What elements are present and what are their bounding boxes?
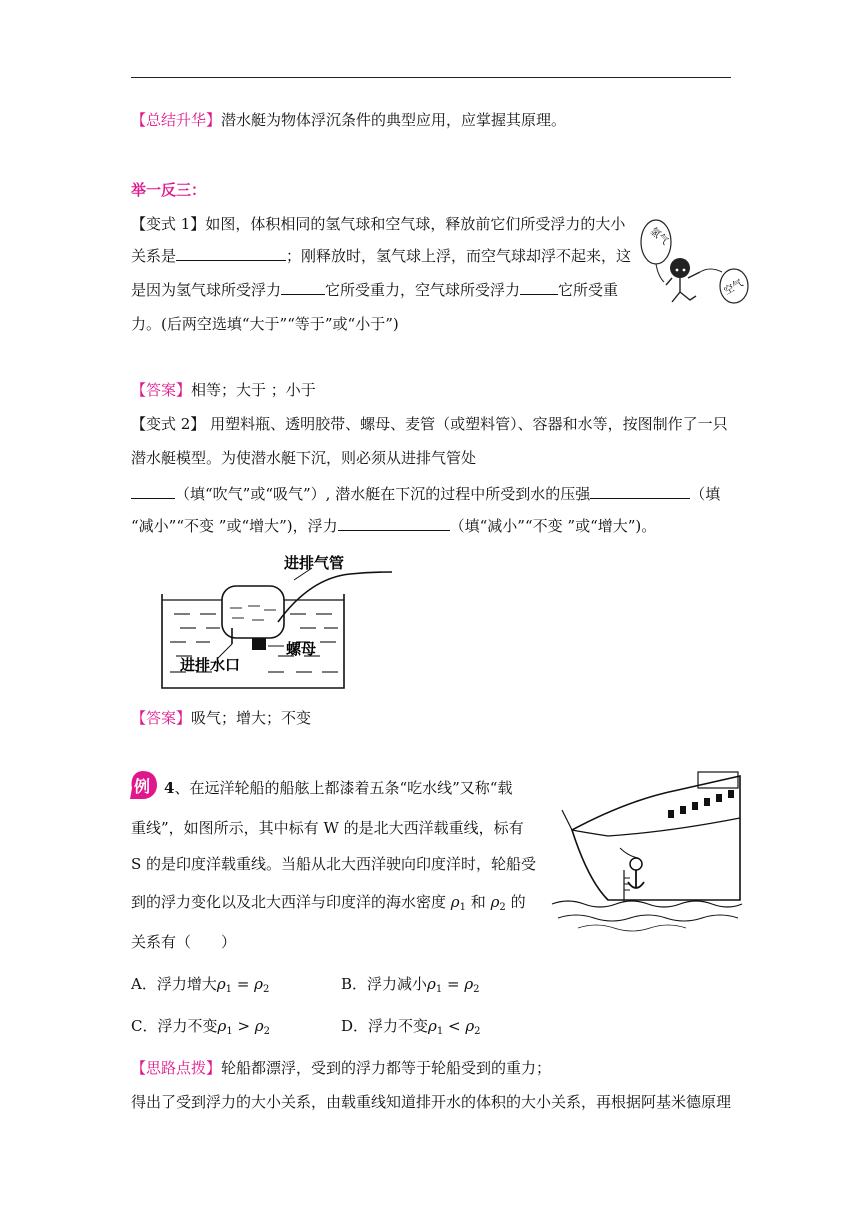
option-d-label: D．浮力不变 — [341, 1017, 429, 1035]
submarine-figure — [160, 548, 396, 690]
hint-line1 — [131, 1058, 551, 1078]
variant1-line2 — [131, 246, 631, 266]
answer1-line — [131, 380, 316, 400]
example4-line4 — [131, 892, 526, 918]
variant1-tag: 【变式 1】 — [131, 215, 206, 233]
variant1-line4: 力。(后两空选填“大于”“等于”或“小于”) — [131, 315, 399, 333]
answer-blank[interactable] — [131, 484, 175, 499]
option-c-label: C．浮力不变 — [131, 1017, 218, 1035]
example4-line1 — [164, 778, 512, 798]
variant1-text1: 如图，体积相同的氢气球和空气球，释放前它们所受浮力的大小 — [205, 215, 626, 233]
hint-text1: 轮船都漂浮，受到的浮力都等于轮船受到的重力； — [221, 1059, 552, 1077]
example-badge — [128, 770, 158, 800]
water-line-icon — [552, 901, 742, 907]
variant2-text1: 用塑料瓶、透明胶带、螺母、麦管（或塑料管）、容器和水等，按图制作了一只 — [205, 415, 728, 433]
hint-line2: 得出了受到浮力的大小关系，由载重线知道排开水的体积的大小关系，再根据阿基米德原理 — [131, 1093, 732, 1111]
nut-label: 螺母 — [286, 640, 317, 658]
option-b-label: B．浮力减小 — [341, 975, 428, 993]
answer1-tag: 【答案】 — [131, 381, 192, 399]
example-badge-label: 例 — [134, 777, 151, 796]
variant1-text2a: 关系是 — [131, 247, 177, 265]
summary-text: 潜水艇为物体浮沉条件的典型应用，应掌握其原理。 — [221, 111, 567, 129]
hint-tag: 【思路点拨】 — [131, 1059, 222, 1077]
inlet-label: 进排水口 — [180, 656, 241, 674]
option-c[interactable]: C．浮力不变$\rho_1 > \rho_2$ — [131, 1017, 270, 1037]
summary-tag: 【总结升华】 — [131, 111, 222, 129]
hydrogen-balloon-label: 氢气 — [647, 225, 671, 248]
option-a-label: A．浮力增大 — [131, 975, 217, 993]
option-b[interactable]: B．浮力减小$\rho_1 = \rho_2$ — [341, 975, 480, 995]
example4-number: 4 — [164, 779, 175, 797]
example4-line5: 关系有（ ） — [131, 933, 237, 951]
answer-blank[interactable] — [520, 280, 558, 295]
answer2-tag: 【答案】 — [131, 709, 192, 727]
option-d[interactable]: D．浮力不变$\rho_1 < \rho_2$ — [341, 1017, 481, 1037]
nut-icon — [252, 638, 266, 650]
child-head-icon — [670, 258, 690, 278]
pipe-label: 进排气管 — [284, 554, 345, 572]
rho1-symbol: $\rho_1$ — [450, 893, 466, 913]
air-balloon-label: 空气 — [722, 277, 746, 298]
example4-text1: 、在远洋轮船的船舷上都漆着五条“吃水线”又称“载 — [174, 779, 513, 797]
answer-blank[interactable] — [338, 516, 450, 531]
header-rule — [131, 77, 731, 78]
example4-text4c: 的 — [510, 893, 526, 911]
variant1-line1 — [131, 214, 625, 234]
example4-text4a: 到的浮力变化以及北大西洋与印度洋的海水密度 — [131, 893, 447, 911]
answer1-text: 相等；大于 ；小于 — [191, 381, 316, 399]
summary-line — [131, 110, 566, 130]
option-a[interactable]: A．浮力增大$\rho_1 = \rho_2$ — [131, 975, 270, 995]
ship-hull-icon — [572, 776, 740, 900]
variant2-line4 — [131, 516, 656, 536]
example4-text4b: 和 — [470, 893, 486, 911]
variant2-text4a: “减小”“不变 ”或“增大”)，浮力 — [131, 517, 338, 535]
balloon-figure — [636, 210, 758, 310]
variant1-line3 — [131, 280, 618, 300]
variant1-text2b: ；刚释放时，氢气球上浮，而空气球却浮不起来，这 — [286, 247, 632, 265]
answer-blank[interactable] — [590, 484, 690, 499]
variant2-text4b: （填“减小”“不变 ”或“增大”)。 — [449, 517, 657, 535]
answer2-text: 吸气；增大；不变 — [191, 709, 312, 727]
answer-blank[interactable] — [176, 246, 286, 261]
variant1-text3b: 它所受重力，空气球所受浮力 — [325, 281, 521, 299]
variant2-text3a: （填“吹气”或“吸气”）, 潜水艇在下沉的过程中所受到水的压强 — [175, 485, 591, 503]
variant1-text3c: 它所受重 — [558, 281, 619, 299]
rho2-symbol: $\rho_2$ — [490, 893, 506, 913]
ship-figure — [548, 770, 744, 934]
answer2-line — [131, 708, 311, 728]
variant2-tag: 【变式 2】 — [131, 415, 206, 433]
variant2-line2: 潜水艇模型。为使潜水艇下沉，则必须从进排气管处 — [131, 449, 477, 467]
section-title: 举一反三： — [131, 181, 207, 199]
answer-blank[interactable] — [281, 280, 325, 295]
example4-line2: 重线”，如图所示，其中标有 W 的是北大西洋载重线，标有 — [131, 819, 524, 837]
variant2-line1 — [131, 414, 728, 434]
variant2-line3 — [131, 484, 720, 504]
variant1-text3a: 是因为氢气球所受浮力 — [131, 281, 282, 299]
variant2-text3b: （填 — [690, 485, 721, 503]
example4-line3: S 的是印度洋载重线。当船从北大西洋驶向印度洋时，轮船受 — [131, 855, 537, 873]
